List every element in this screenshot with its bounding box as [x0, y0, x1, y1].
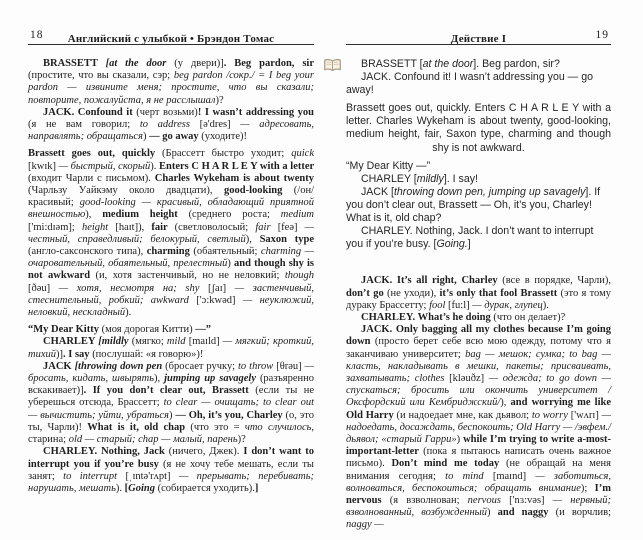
paragraph: “My Dear Kitty —” — [346, 159, 431, 172]
paragraph: CHARLEY [mildly]. I say! — [361, 172, 478, 185]
paragraph: CHARLEY. What’s he doing (что он делает)? — [361, 311, 566, 323]
paragraph: BRASSETT [at the door (у двери)]. Beg pardon, sir (простите, что вы сказали, сэр; beg pardon /сокр./ = I beg your pardon — извините меня; простите, что вы сказали; повторите, пожалуйста, я не расслышал)? — [28, 58, 314, 106]
paragraph: JACK. Confound it! I wasn’t addressing you — go away! — [346, 71, 594, 97]
left-page-header — [28, 29, 314, 45]
paragraph: CHARLEY. Nothing, Jack (ничего, Джек). I don’t want to interrupt you if you’re busy (я не хочу тебе мешать, если ты занят; to interrupt [ˌɪntə'rʌpt] — прерывать; перебивать; нарушать, мешать). [Going (собирается уходить).] — [28, 446, 314, 494]
english-text-block — [346, 58, 611, 251]
paragraph: CHARLEY. Nothing, Jack. I don’t want to interrupt you if you’re busy. [Going.] — [346, 225, 594, 251]
paragraph: Brassett goes out, quickly (Брассетт быстро уходит; quick [kwɪk] — быстрый, скорый). Enters C H A R L E Y with a letter (входит Чарли с письмом). Charles Wykeham is about twenty (Чарльзу Уайкэму около двадцати), good-looking (/он/ красивый; good-looking — красивый, обладающий приятной внешностью), medium height (среднего роста; medium ['mi:dɪəm]; height [haɪt]), fair (светловолосый; fair [feə] — честный, справедливый; белокурый, светлый), Saxon type (англо-саксонского типа), charming (обаятельный; charming — очаровательный, обаятельный, прелестный) and though shy is not awkward (и, хотя застенчивый, но не неловкий; though [ðəu] — хотя, несмотря на; shy [ʃaɪ] — застенчивый, стеснительный, робкий; awkward ['ɔ:kwəd] — неуклюжий, неловкий, нескладный). — [28, 148, 315, 319]
paragraph: JACK. It’s all right, Charley (все в порядке, Чарли), don’t go (не уходи), it’s only that fool Brassett (это я тому дураку Брассетту; fool [fu:l] — дурак, глупец). — [346, 275, 611, 311]
right-page-text — [346, 58, 611, 532]
left-running-title: Английский с улыбкой • Брэндон Томас — [67, 33, 275, 45]
right-page-header — [346, 29, 611, 45]
left-page-number: 18 — [30, 29, 44, 41]
left-page — [28, 29, 314, 495]
paragraph: JACK. Only bagging all my clothes because I’m going down (просто берет себе всю мою одежду, потому что я заканчиваю университет; bag — мешок; сумка; to bag — класть, накладывать в мешки, пакеты; присваивать, захватывать; clothes [kləuðz] — одежда; to go down — спускаться; бросить или окончить университет /Оксфордский или Кембриджский/), and worrying me like Old Harry (и надоедает мне, как дьявол; to worry ['wʌrɪ] — надоедать, досаждать, беспокоить; Old Harry — /эвфем./ дьявол; «старый Гарри») while I’m trying to write a-most-important-letter (пока я пытаюсь написать очень важное письмо). Don’t mind me today (не обращай на меня внимания сегодня; to mind [maɪnd] — заботиться, волноваться, беспокоиться; обращать внимание); I’m nervous (я взволнован; nervous ['nɜ:vəs] — нервный; взволнованный, возбужденный) and naggy (и ворчлив; naggy — — [346, 324, 612, 531]
paragraph: BRASSETT [at the door]. Beg pardon, sir? — [361, 58, 560, 70]
right-page — [346, 29, 611, 532]
paragraph: “My Dear Kitty (моя дорогая Китти) —” — [28, 324, 212, 336]
paragraph: JACK [throwing down pen, jumping up savagely]. If you don’t clear out, Brassett — Oh, it’s you, Charley! What is it, old chap? — [346, 185, 601, 225]
open-book-icon — [323, 58, 342, 73]
right-page-number: 19 — [595, 29, 609, 41]
left-page-text — [28, 58, 314, 495]
paragraph: JACK. Confound it (черт возьми)! I wasn’t addressing you (я не вам говорил; to address [ə'dres] — адресовать, направлять; обращаться) — go away (уходите)! — [28, 106, 314, 143]
paragraph: Brassett goes out, quickly. Enters C H A R L E Y with a letter. Charles Wykeham is about twenty, good-looking, medium height, fair, Saxon type, charming and though shy is not awkward. — [346, 102, 611, 154]
translation-text-block — [346, 275, 611, 531]
paragraph: CHARLEY [mildly (мягко; mild [maɪld] — мягкий; кроткий, тихий)]. I say (послушай: «я говорю»)! — [28, 336, 314, 360]
paragraph: JACK [throwing down pen (бросает ручку; to throw [θrəu] — бросать, кидать, швырять), jumping up savagely (разъяренно вскакивает)]. If you don’t clear out, Brassett (если ты не уберешься отсюда, Брассетт; to clear — очищать; to clear out — вычистить; уйти, убраться) — Oh, it’s you, Charley (о, это ты, Чарли)! What is it, old chap (что это = что случилось, старина; old — старый; chap — малый, парень)? — [28, 360, 315, 446]
right-running-title: Действие I — [450, 33, 507, 45]
